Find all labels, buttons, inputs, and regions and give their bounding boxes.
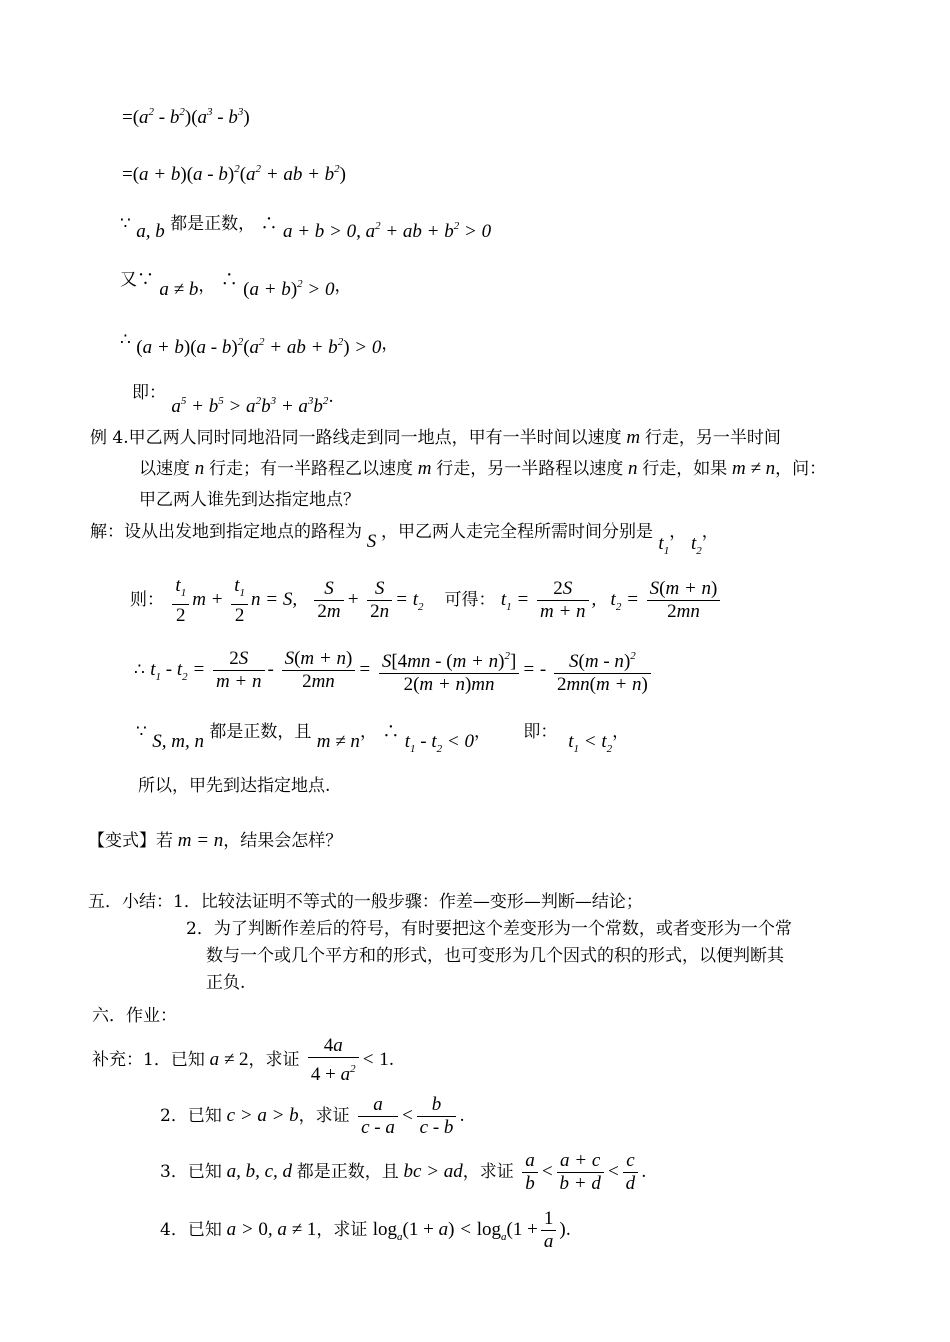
solution-then-line: 则： $\frac{t_1}{2}$ m + $\frac{t_1}{2}$ n = S, $\frac{S}{2m}$ + $\frac{S}{2n}$ = $t_2$ 可得： $t_1$ = $\frac{2S}{m + n}$ , $t_2$ = $\frac{S(m + n)}{2mn}$ <box>130 574 723 633</box>
solution-conclusion: 所以，甲先到达指定地点. <box>138 776 331 796</box>
proof-therefore-line: ∴ $(a + b)(a - b)^2(a^2$ + ab + $b^2) > 0$， <box>120 330 399 358</box>
summary-line4: 正负. <box>206 973 246 993</box>
proof-also-line: 又∵ a ≠ b， ∴ $(a + b)^2 > 0$， <box>120 270 352 300</box>
summary-line1: 五．小结：1．比较法证明不等式的一般步骤：作差—变形—判断—结论； <box>88 892 643 912</box>
supplement-label: 补充： <box>92 1050 143 1070</box>
homework-problem-1: 补充：1．已知 a ≠ 2，求证 $\frac{4a}{4 + a^2}$ < 1. <box>92 1035 395 1086</box>
summary-label: 五．小结： <box>88 892 173 912</box>
example-label: 例 4. <box>90 428 129 448</box>
example4-question-line1: 例 4.甲乙两人同时同地沿同一路线走到同一地点，甲有一半时间以速度 m 行走，另一半时间 <box>90 427 781 448</box>
homework-problem-3: 3．已知 a, b, c, d 都是正数，且 bc > ad，求证 $\frac{a}{b}$ < $\frac{a + c}{b + d}$ < $\frac{c}{d}$ . <box>160 1150 647 1195</box>
homework-heading: 六．作业： <box>92 1006 177 1026</box>
therefore-symbol: ∴ <box>220 270 238 290</box>
proof-because-line: ∵ a, b 都是正数， ∴ a + b > 0, $a^2$ + ab + $b^2 > 0$ <box>120 214 492 242</box>
homework-problem-4: 4．已知 a > 0, a ≠ 1，求证 $\log_a(1 + a) < \log_a(1$ + $\frac{1}{a}$ ). <box>160 1208 572 1253</box>
summary-line2: 2．为了判断作差后的符号，有时要把这个差变形为一个常数，或者变形为一个常 <box>186 919 792 939</box>
proof-step-2: $=(a + b)(a - b)^2(a^2$ + ab + $b^2$) <box>122 163 346 185</box>
example4-question-line3: 甲乙两人谁先到达指定地点？ <box>139 490 360 510</box>
proof-step-1: $=(a^2 - b^2)(a^3 - b^3)$ <box>122 106 250 128</box>
proof-ie-line: 即： $a^5 + b^5 > a^2b^3 + a^3b^2$. <box>132 383 334 417</box>
variant-line: 【变式】若 m = n，结果会怎样？ <box>88 830 343 851</box>
example4-question-line2: 以速度 n 行走；有一半路程乙以速度 m 行走，另一半路程以速度 n 行走，如果 m ≠ n，问： <box>139 458 827 479</box>
summary-line3: 数与一个或几个平方和的形式，也可变形为几个因式的积的形式，以便判断其 <box>206 946 784 966</box>
solution-line1: 解：设从出发地到指定地点的路程为 S ，甲乙两人走完全程所需时间分别是 $t_1$， $t_2$， <box>90 522 719 557</box>
solution-label: 解： <box>90 522 124 542</box>
therefore-symbol: ∴ <box>260 214 278 234</box>
solution-because-line: ∵ S, m, n 都是正数，且 m ≠ n， ∴ $t_1 - t_2 < 0$， 即： $t_1 < t_2$， <box>136 722 630 755</box>
because-symbol: ∵ <box>120 214 131 234</box>
solution-difference-line: ∴ $t_1 - t_2$ = $\frac{2S}{m + n}$ - $\frac{S(m + n)}{2mn}$ = $\frac{S[4mn - (m + n)^2]}{2(m + n)mn}$ = - $\frac{S(m - n)^2}{2mn(m + n)}$ <box>134 644 654 703</box>
homework-problem-2: 2．已知 c > a > b，求证 $\frac{a}{c - a}$ < $\frac{b}{c - b}$ . <box>160 1094 465 1139</box>
